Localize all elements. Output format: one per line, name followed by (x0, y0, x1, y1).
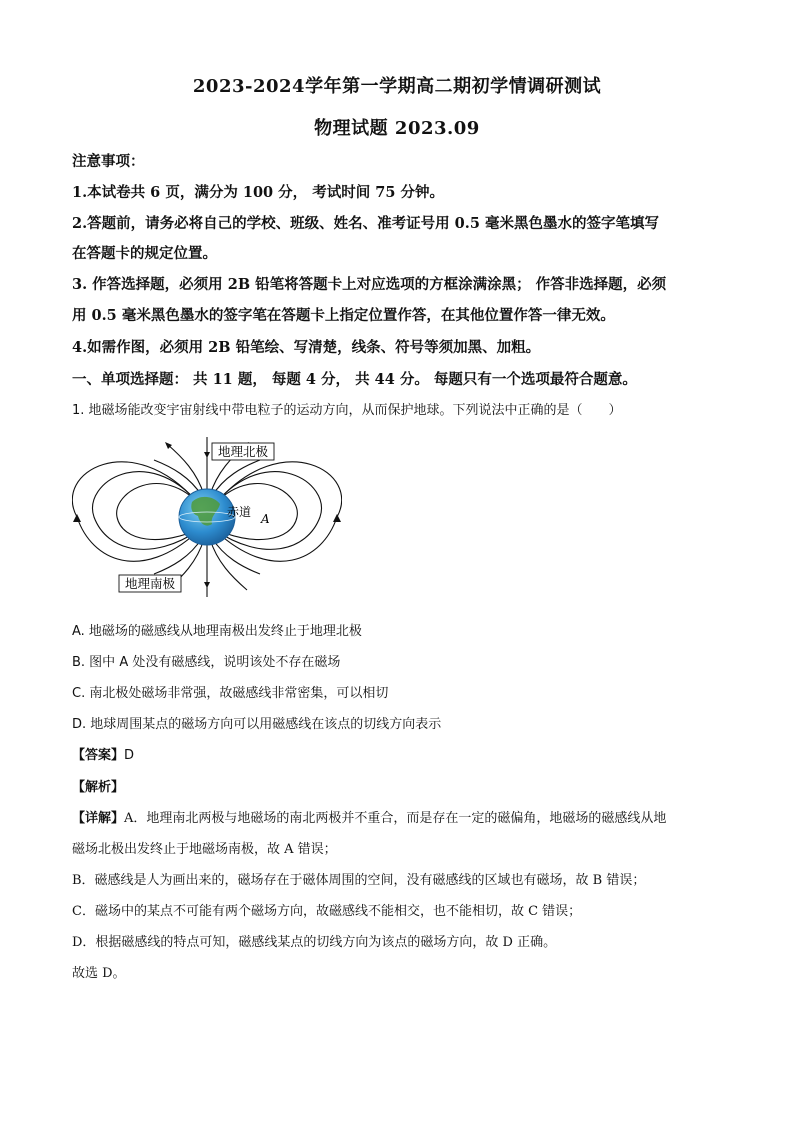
conclusion-line: 故选 D。 (72, 966, 126, 981)
detail-line-2: 磁场北极出发终止于地磁场南极，故 A 错误； (72, 842, 337, 857)
detail-text-1: A．地理南北两极与地磁场的南北两极并不重合，而是存在一定的磁偏角，地磁场的磁感线从地 (124, 811, 667, 826)
detail-line-3: B．磁感线是人为画出来的，磁场存在于磁体周围的空间，没有磁感线的区域也有磁场，故 B 错误； (72, 873, 646, 888)
section-heading: 一、单项选择题： 共 11 题， 每题 4 分， 共 44 分。 每题只有一个选项最符合题意。 (72, 371, 637, 388)
exam-subtitle: 物理试题 2023.09 (314, 118, 480, 139)
note-item-2: 2.答题前，请务必将自己的学校、班级、姓名、准考证号用 0.5 毫米黑色墨水的签字笔填写 (72, 215, 659, 232)
option-d: D. 地球周围某点的磁场方向可以用磁感线在该点的切线方向表示 (72, 717, 442, 732)
label-point-a: A (261, 512, 270, 526)
detail-line-1 (72, 807, 666, 826)
analysis-line (72, 776, 124, 795)
detail-line-5: D．根据磁感线的特点可知，磁感线某点的切线方向为该点的磁场方向，故 D 正确。 (72, 935, 557, 950)
analysis-tag: 【解析】 (72, 780, 125, 795)
option-b: B. 图中 A 处没有磁感线，说明该处不存在磁场 (72, 655, 341, 670)
detail-tag: 【详解】 (72, 811, 125, 826)
note-item-1: 1.本试卷共 6 页，满分为 100 分， 考试时间 75 分钟。 (72, 184, 445, 201)
answer-line (72, 744, 134, 763)
note-item-4: 4.如需作图，必须用 2B 铅笔绘、写清楚，线条、符号等须加黑、加粗。 (72, 339, 541, 356)
note-item-2-cont: 在答题卡的规定位置。 (72, 245, 217, 262)
note-item-3-cont: 用 0.5 毫米黑色墨水的签字笔在答题卡上指定位置作答，在其他位置作答一律无效。 (72, 307, 615, 324)
exam-title: 2023-2024学年第一学期高二期初学情调研测试 (192, 76, 602, 97)
option-a: A. 地磁场的磁感线从地理南极出发终止于地理北极 (72, 624, 362, 639)
option-c: C. 南北极处磁场非常强，故磁感线非常密集，可以相切 (72, 686, 389, 701)
earth-magnetic-field-figure (72, 432, 342, 602)
answer-tag: 【答案】 (72, 748, 125, 763)
note-item-3: 3. 作答选择题，必须用 2B 铅笔将答题卡上对应选项的方框涂满涂黑； 作答非选择题，必须 (72, 276, 667, 293)
label-geographic-north: 地理北极 (217, 444, 269, 459)
notes-heading: 注意事项： (72, 153, 145, 170)
label-equator: 赤道 (227, 505, 252, 519)
detail-line-4: C．磁场中的某点不可能有两个磁场方向，故磁感线不能相交，也不能相切，故 C 错误； (72, 904, 582, 919)
answer-value: D (124, 748, 135, 763)
question-stem: 1. 地磁场能改变宇宙射线中带电粒子的运动方向，从而保护地球。下列说法中正确的是（ ） (72, 403, 622, 418)
label-geographic-south: 地理南极 (124, 576, 176, 591)
